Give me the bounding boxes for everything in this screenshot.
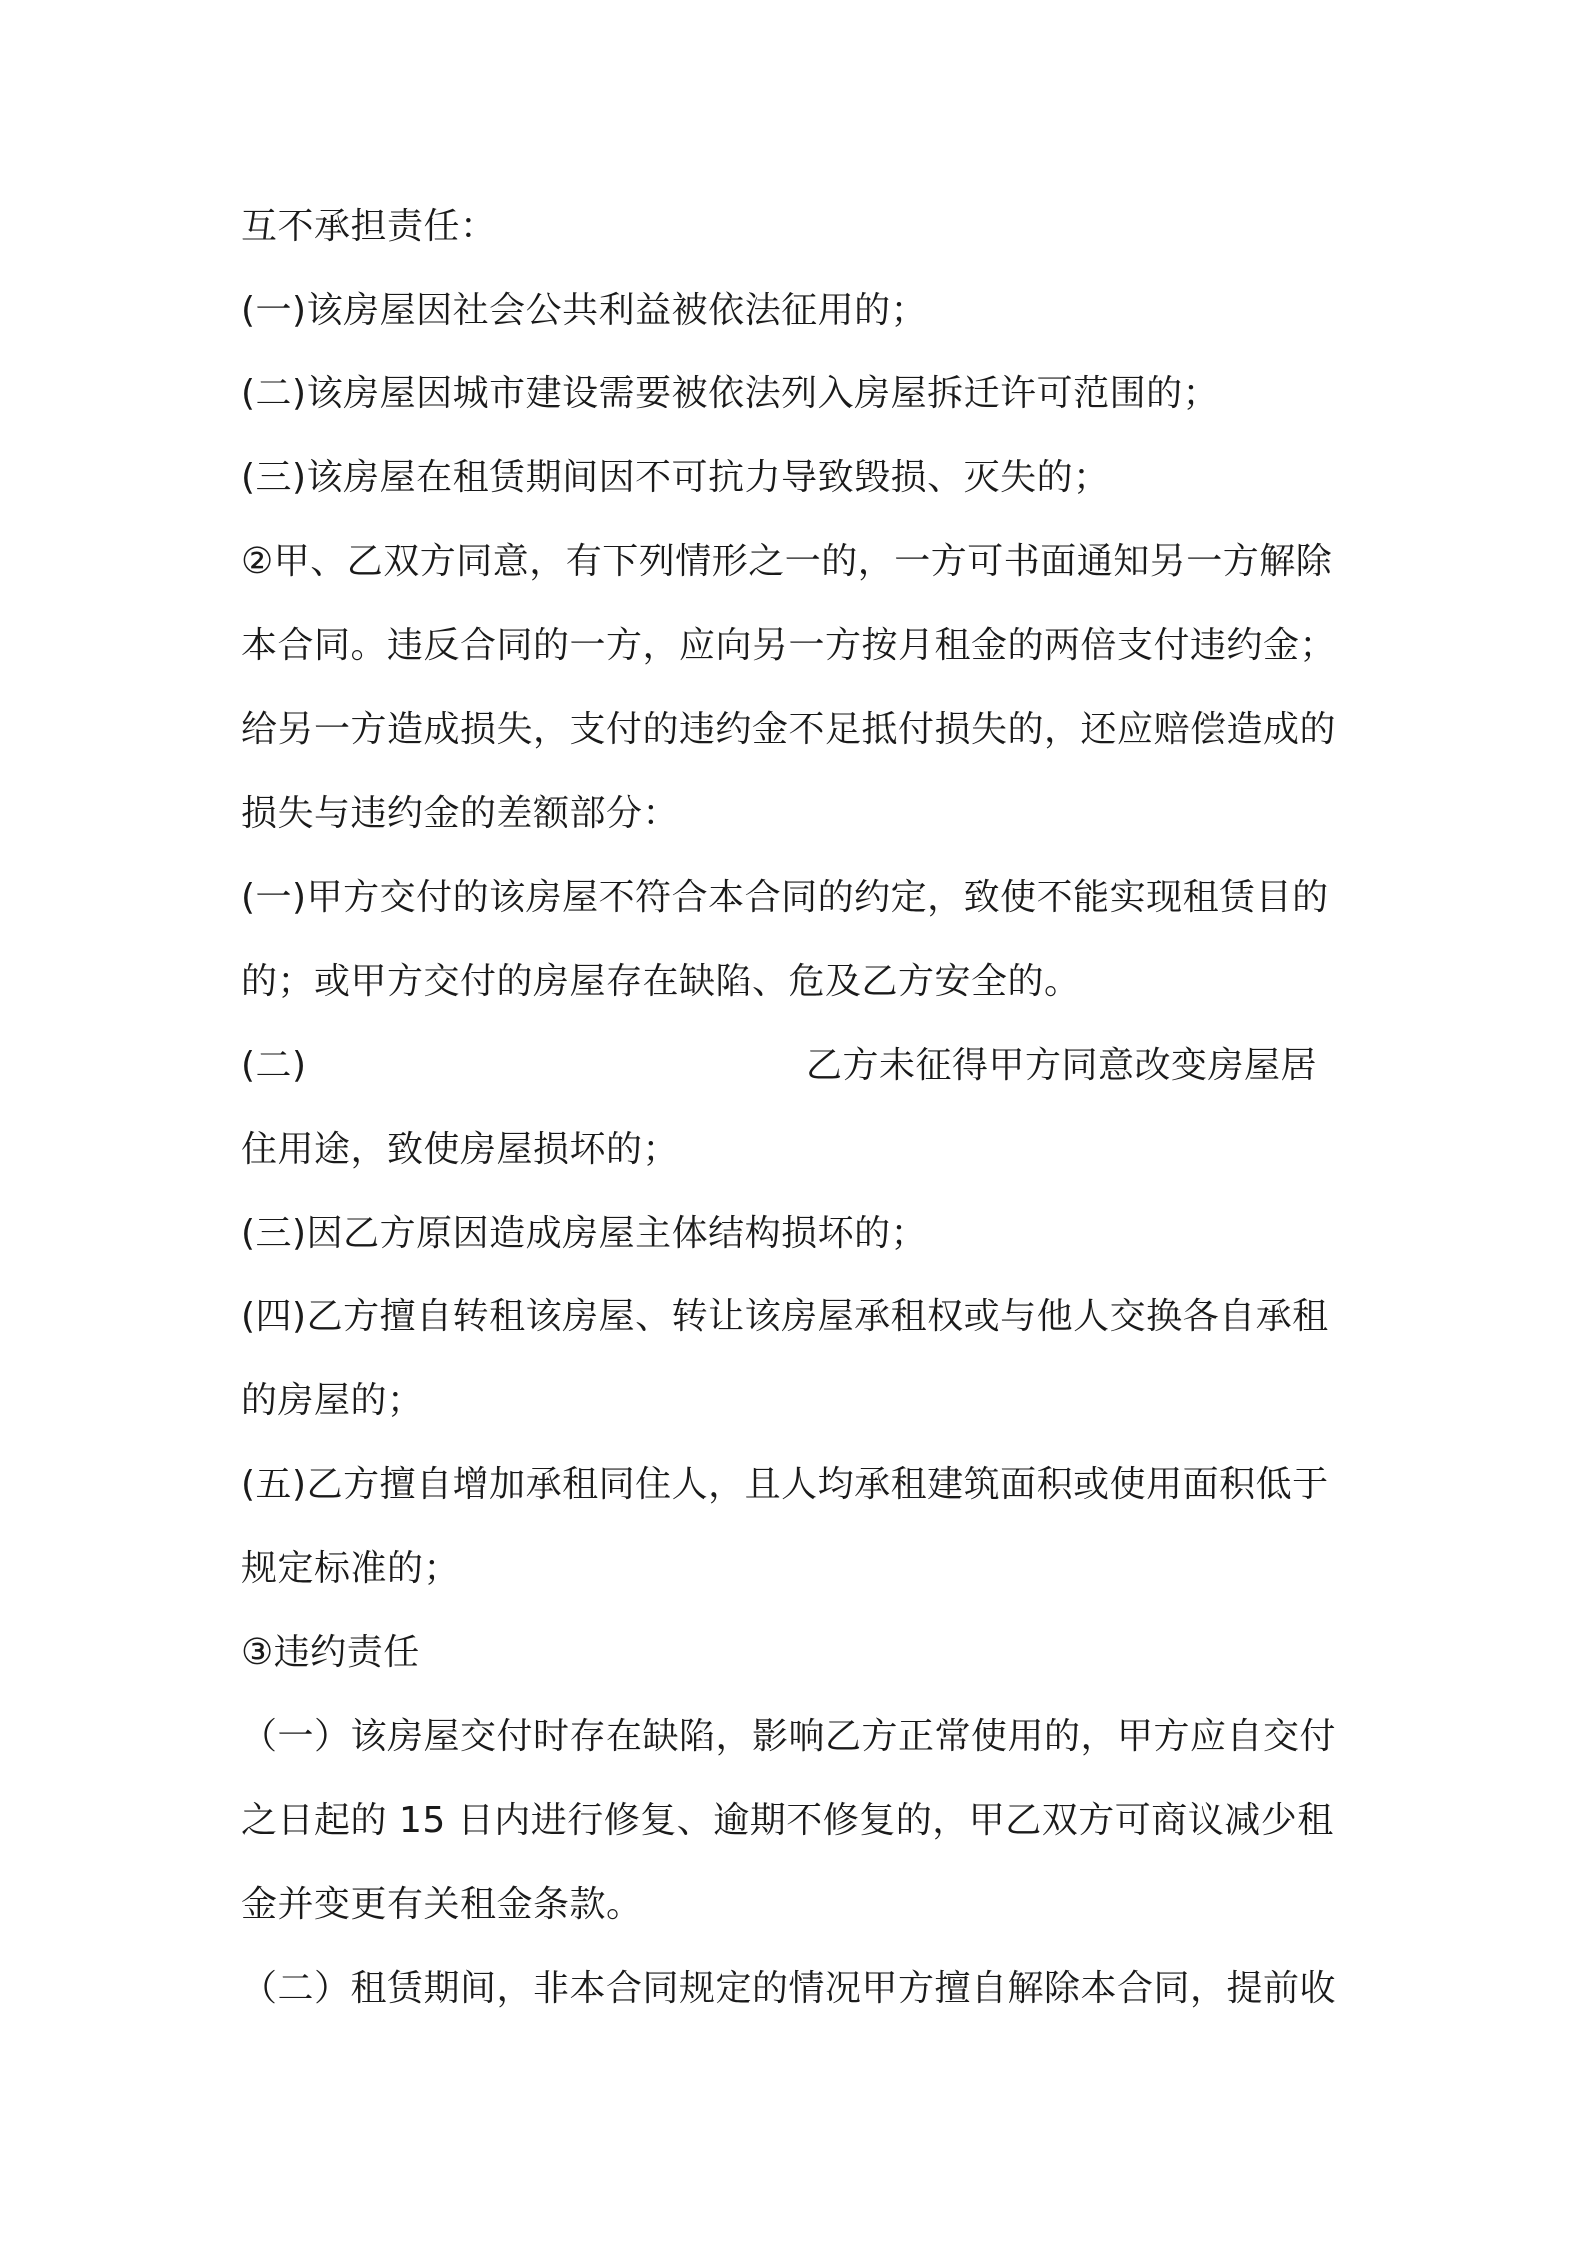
text-line: (五)乙方擅自增加承租同住人，且人均承租建筑面积或使用面积低于 (241, 1464, 1329, 1505)
text-line: （一）该房屋交付时存在缺陷，影响乙方正常使用的，甲方应自交付 (241, 1716, 1337, 1757)
text-line: (四)乙方擅自转租该房屋、转让该房屋承租权或与他人交换各自承租 (241, 1296, 1329, 1337)
text-line: ②甲、乙双方同意，有下列情形之一的，一方可书面通知另一方解除 (241, 541, 1333, 582)
text-line: 的；或甲方交付的房屋存在缺陷、危及乙方安全的。 (241, 961, 1081, 1002)
text-line: 金并变更有关租金条款。 (241, 1884, 643, 1925)
text-line: (三)因乙方原因造成房屋主体结构损坏的； (241, 1213, 928, 1254)
text-line: （二）租赁期间，非本合同规定的情况甲方擅自解除本合同，提前收 (241, 1968, 1337, 2009)
text-line: (一)该房屋因社会公共利益被依法征用的； (241, 290, 928, 331)
text-line: 规定标准的； (241, 1548, 461, 1589)
text-line: 本合同。违反合同的一方，应向另一方按月租金的两倍支付违约金； (241, 625, 1337, 666)
text-line: 互不承担责任： (241, 206, 497, 247)
text-line: (一)甲方交付的该房屋不符合本合同的约定，致使不能实现租赁目的 (241, 877, 1329, 918)
split-line-left: (二) (241, 1045, 307, 1086)
text-line: 的房屋的； (241, 1380, 424, 1421)
text-line: 损失与违约金的差额部分： (241, 793, 680, 834)
text-line: 之日起的 15 日内进行修复、逾期不修复的，甲乙双方可商议减少租 (241, 1800, 1334, 1841)
split-line-right: 乙方未征得甲方同意改变房屋居 (806, 1045, 1318, 1086)
text-line: 住用途，致使房屋损坏的； (241, 1129, 680, 1170)
text-line: (二)该房屋因城市建设需要被依法列入房屋拆迁许可范围的； (241, 373, 1220, 414)
text-line: 给另一方造成损失，支付的违约金不足抵付损失的，还应赔偿造成的 (241, 709, 1337, 750)
text-line: (三)该房屋在租赁期间因不可抗力导致毁损、灭失的； (241, 457, 1110, 498)
text-line: ③违约责任 (241, 1632, 420, 1673)
